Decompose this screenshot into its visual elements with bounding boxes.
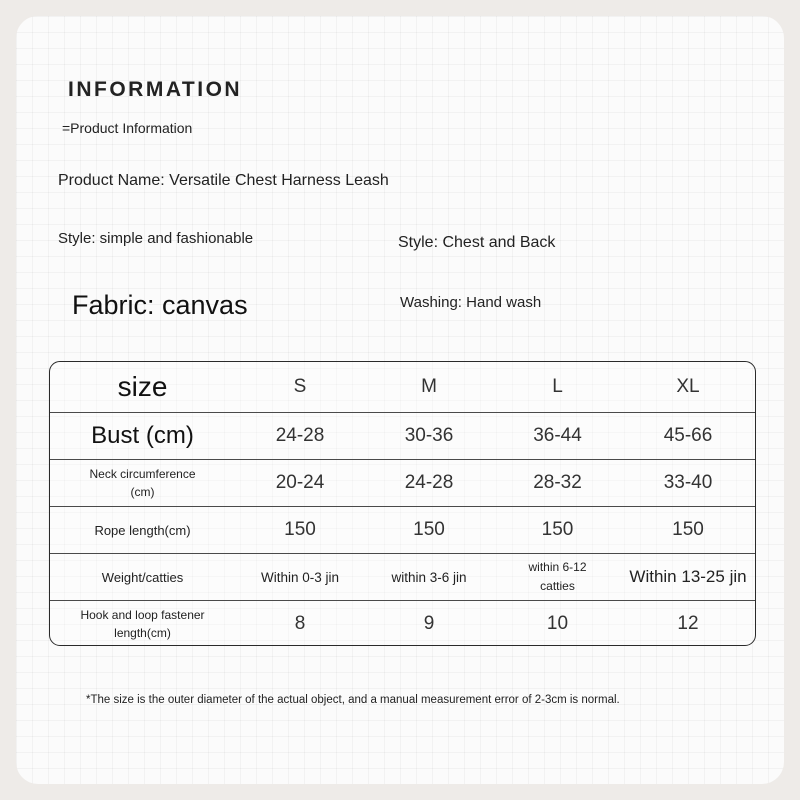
rope-label: Rope length(cm) bbox=[94, 522, 191, 538]
table-header-row bbox=[50, 362, 755, 412]
neck-s: 20-24 bbox=[275, 472, 325, 493]
size-m: M bbox=[421, 376, 437, 397]
table-row-rope bbox=[50, 506, 755, 553]
rope-m: 150 bbox=[413, 519, 445, 540]
weight-l bbox=[493, 554, 622, 600]
neck-label-line1: Neck circumference bbox=[89, 467, 196, 481]
neck-label-line2: (cm) bbox=[130, 485, 155, 499]
size-xl: XL bbox=[676, 376, 700, 397]
size-label: size bbox=[117, 371, 168, 402]
table-row-weight bbox=[50, 553, 755, 600]
neck-l: 28-32 bbox=[533, 472, 582, 493]
bust-m: 30-36 bbox=[404, 425, 454, 446]
fabric: Fabric: canvas bbox=[72, 290, 248, 320]
style-right: Style: Chest and Back bbox=[398, 234, 556, 251]
footnote: *The size is the outer diameter of the actual object, and a manual measurement error of 2-3cm is normal. bbox=[86, 694, 620, 706]
hook-l: 10 bbox=[546, 613, 569, 634]
size-l: L bbox=[552, 376, 563, 397]
weight-s: Within 0-3 jin bbox=[260, 569, 340, 585]
neck-xl: 33-40 bbox=[663, 472, 713, 493]
rope-xl: 150 bbox=[672, 519, 704, 540]
table-row-bust bbox=[50, 412, 755, 459]
weight-label: Weight/catties bbox=[101, 569, 184, 585]
page-title: INFORMATION bbox=[68, 78, 243, 101]
size-s: S bbox=[293, 376, 307, 397]
hook-s: 8 bbox=[294, 613, 306, 634]
size-table bbox=[49, 361, 756, 646]
product-name: Product Name: Versatile Chest Harness Leash bbox=[58, 172, 389, 189]
table-row-neck bbox=[50, 459, 755, 506]
rope-s: 150 bbox=[284, 519, 316, 540]
hook-label bbox=[50, 601, 235, 646]
weight-l-line1: within 6-12 bbox=[528, 560, 587, 574]
bust-s: 24-28 bbox=[275, 425, 325, 446]
bust-xl: 45-66 bbox=[663, 425, 713, 446]
weight-m: within 3-6 jin bbox=[391, 569, 467, 585]
neck-label bbox=[50, 460, 235, 506]
washing: Washing: Hand wash bbox=[400, 294, 542, 311]
style-left: Style: simple and fashionable bbox=[58, 230, 254, 247]
rope-l: 150 bbox=[541, 519, 574, 540]
neck-m: 24-28 bbox=[404, 472, 454, 493]
hook-label-line2: length(cm) bbox=[114, 626, 171, 640]
table-row-hook bbox=[50, 600, 755, 646]
info-card bbox=[16, 16, 784, 784]
bust-l: 36-44 bbox=[533, 425, 582, 446]
hook-xl: 12 bbox=[677, 613, 699, 634]
bust-label: Bust (cm) bbox=[91, 422, 194, 449]
hook-m: 9 bbox=[423, 613, 435, 634]
weight-xl: Within 13-25 jin bbox=[629, 567, 747, 586]
hook-label-line1: Hook and loop fastener bbox=[80, 608, 205, 622]
section-subheading: =Product Information bbox=[62, 120, 193, 136]
weight-l-line2: catties bbox=[540, 579, 575, 593]
